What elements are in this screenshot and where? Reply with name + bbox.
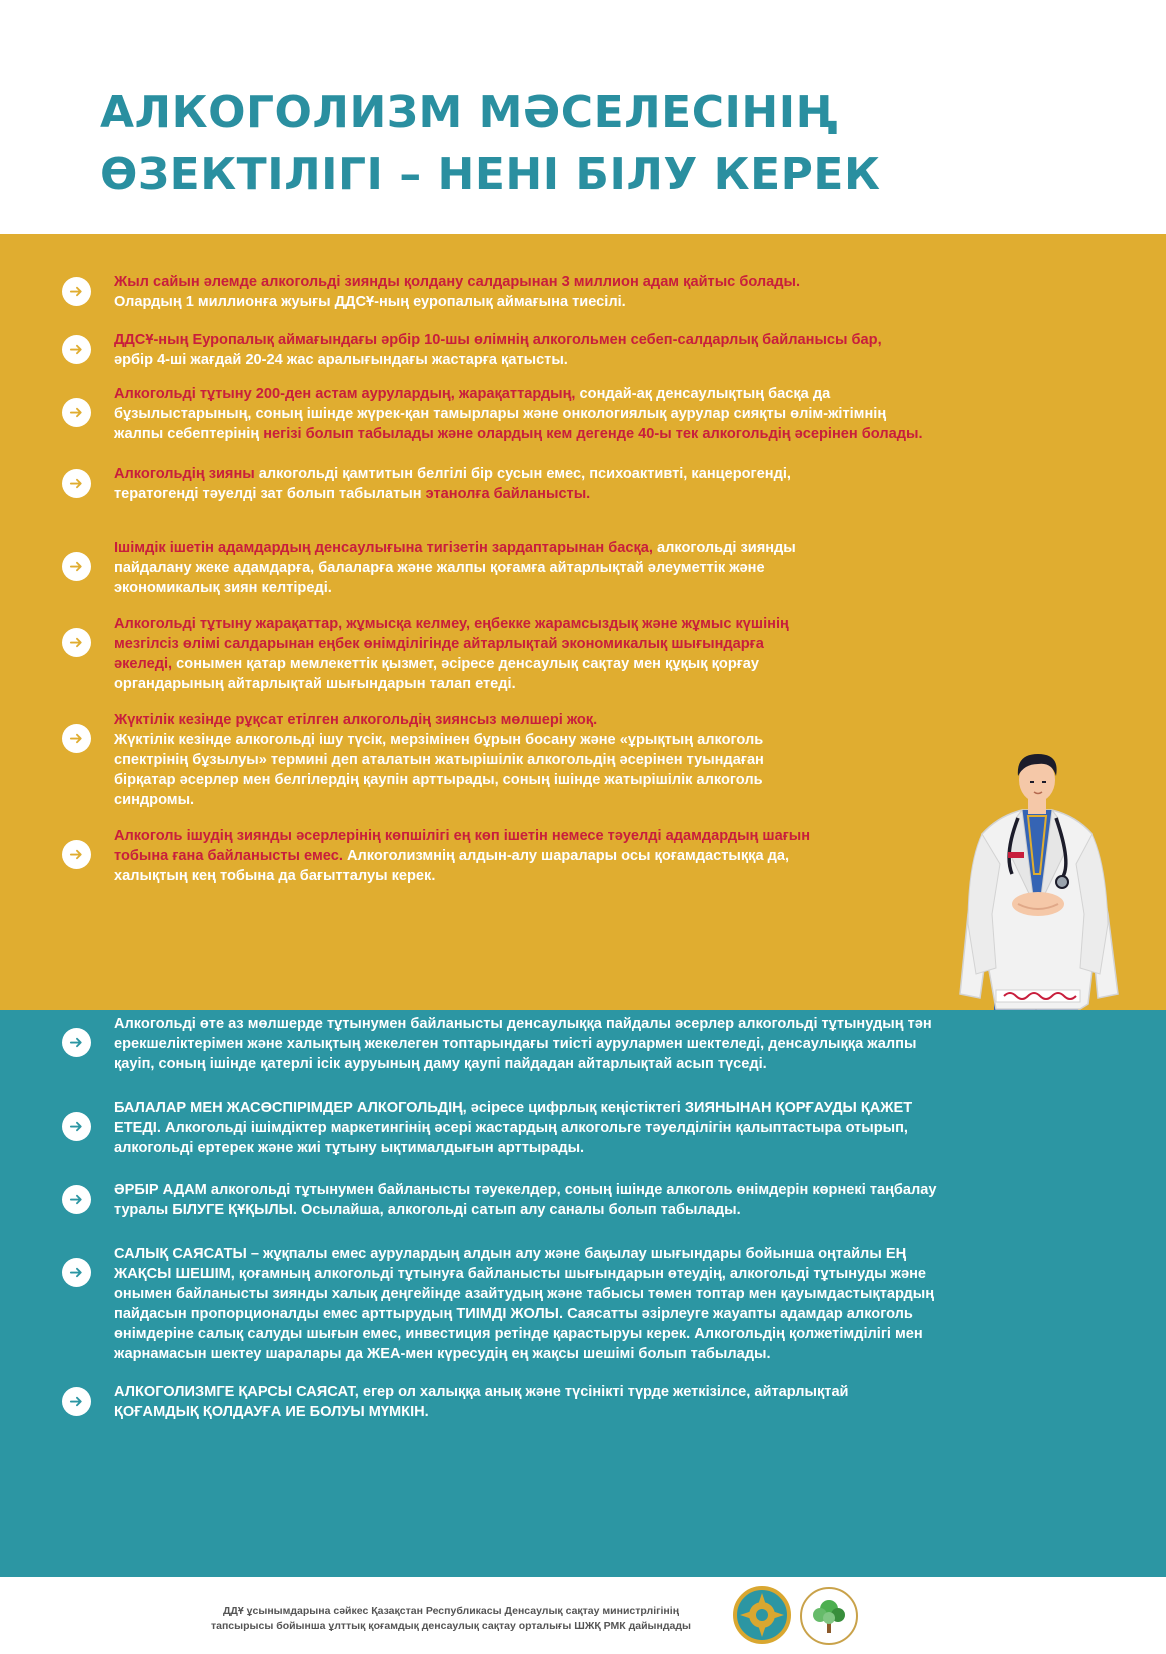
body-text: спектрінің бұзылуы» термині деп аталатын жатырішілік алкогольдің әсерінен туындаған [114,752,764,768]
fact-line [114,578,796,598]
fact-line [114,1382,849,1402]
highlighted-text: әкеледі, [114,656,173,672]
body-text: пайдалану жеке адамдарға, балаларға және жалпы қоғамға айтарлықтай әлеуметтік және [114,560,765,576]
kazakhstan-emblem [733,1585,791,1645]
body-text: экономикалық зиян келтіреді. [114,580,332,596]
highlighted-text: Жыл сайын әлемде алкогольді зиянды қолдану салдарынан 3 миллион адам қайтыс болады. [114,274,801,290]
fact-text [114,1098,912,1158]
facts-section-teal [0,1010,1166,1577]
body-text: Алкогольді өте аз мөлшерде тұтынумен байланысты денсаулыққа пайдалы әсерлер алкогольді тұтынудың тән [114,1016,932,1032]
fact-text [114,1244,934,1364]
facts-section-yellow [0,234,1166,1010]
body-text: бұзылыстарының, соның ішінде жүрек-қан тамырлары және онкологиялық аурулар сияқты өлім-жітімнің [114,406,887,422]
fact-text [114,614,789,694]
fact-line [114,1014,932,1034]
body-text: органдарының айтарлықтай шығындарын талап етеді. [114,676,516,692]
fact-text [114,1014,932,1074]
body-text: жалпы себептерінің [114,426,264,442]
body-text: ерекшеліктерімен және халықтың жекелеген топтарындағы тиісті аурулармен шектеледі, денсаулыққа жалпы [114,1036,917,1052]
fact-text [114,330,882,370]
arrow-right-circle-icon [62,1185,91,1214]
body-text: әрбір 4-ші жағдай 20-24 жас аралығындағы жастарға қатысты. [114,352,568,368]
footer-line-2: тапсырысы бойынша ұлттық қоғамдық денсаулық сақтау орталығы ШЖҚ РМК дайындады [210,1620,692,1632]
fact-text [114,826,810,886]
highlighted-text: Ішімдік ішетін адамдардың денсаулығына тигізетін зардаптарынан басқа, [114,540,653,556]
fact-line [114,464,791,484]
highlighted-text: Алкогольді тұтыну 200-ден астам аурулардың, жарақаттардың, [114,386,576,402]
fact-line [114,1034,932,1054]
body-text: өнімдеріне салық салуды шығын емес, инвестиция ретінде қарастыруы керек. Алкогольдің қолжетімділігі мен [114,1326,923,1342]
body-text: қауіп, соның ішінде қатерлі ісік ауруының даму қаупі пайдадан айтарлықтай асып түседі. [114,1056,767,1072]
title-line-2: ӨЗЕКТІЛІГІ – НЕНІ БІЛУ КЕРЕК [100,149,881,200]
body-text: сонымен қатар мемлекеттік қызмет, әсіресе денсаулық сақтау мен құқық қорғау [172,656,760,672]
body-text: Олардың 1 миллионға жуығы ДДСҰ-ның еуропалық аймағына тиесілі. [114,294,626,310]
fact-line [114,1344,934,1364]
arrow-right-circle-icon [62,398,91,427]
fact-line [114,1304,934,1324]
fact-text [114,710,764,810]
fact-line [114,558,796,578]
fact-line [114,634,789,654]
fact-line [114,1118,912,1138]
body-text: БАЛАЛАР МЕН ЖАСӨСПІРІМДЕР АЛКОГОЛЬДІҢ, әсіресе цифрлық кеңістіктегі ЗИЯНЫНАН ҚОРҒАУДЫ ҚАЖЕТ [114,1100,913,1116]
body-text: халықтың кең тобына да бағытталуы керек. [114,868,436,884]
body-text: алкогольді қамтитын белгілі бір сусын емес, психоактивті, канцерогенді, [254,466,791,482]
footer-line-1: ДДҰ ұсынымдарына сәйкес Қазақстан Республикасы Денсаулық сақтау министрлігінің [222,1605,680,1617]
fact-text [114,464,791,504]
footer [0,1577,1166,1654]
fact-line [114,1054,932,1074]
fact-line [114,1402,849,1422]
fact-line [114,1098,912,1118]
body-text: Жүктілік кезінде алкогольді ішу түсік, мерзімінен бұрын босану және «ұрықтың алкоголь [114,732,764,748]
highlighted-text: мезгілсіз өлімі салдарынан еңбек өнімділігінде айтарлықтай экономикалық шығындарға [114,636,764,652]
arrow-right-circle-icon [62,277,91,306]
fact-line [114,292,800,312]
highlighted-text: Алкогольдің зияны [114,466,255,482]
highlighted-text: ДДСҰ-ның Еуропалық аймағындағы әрбір 10-шы өлімнің алкогольмен себеп-салдарлық байланысы бар, [114,332,882,348]
body-text: САЛЫҚ САЯСАТЫ – жұқпалы емес аурулардың алдын алу және бақылау шығындары бойынша оңтайлы ЕҢ [114,1246,907,1262]
fact-line [114,654,789,674]
fact-line [114,424,923,444]
arrow-right-circle-icon [62,552,91,581]
title-line-1: АЛКОГОЛИЗМ МӘСЕЛЕСІНІҢ [100,87,839,138]
fact-line [114,384,923,404]
highlighted-text: Жүктілік кезінде рұқсат етілген алкогольдің зиянсыз мөлшері жоқ. [114,712,598,728]
arrow-right-circle-icon [62,724,91,753]
tree-logo [798,1585,860,1647]
body-text: ӘРБІР АДАМ алкогольді тұтынумен байланысты тәуекелдер, соның ішінде алкоголь өнімдерін көрнекі таңбалау [114,1182,937,1198]
arrow-right-circle-icon [62,1112,91,1141]
arrow-right-circle-icon [62,1387,91,1416]
fact-line [114,770,764,790]
body-text: туралы БІЛУГЕ ҚҰҚЫЛЫ. Осылайша, алкогольді сатып алу саналы болып табылады. [114,1202,741,1218]
body-text: АЛКОГОЛИЗМГЕ ҚАРСЫ САЯСАТ, егер ол халыққа анық және түсінікті түрде жеткізілсе, айтарлықтай [114,1384,849,1400]
body-text: ҚОҒАМДЫҚ ҚОЛДАУҒА ИЕ БОЛУЫ МҮМКІН. [114,1404,429,1420]
fact-line [114,710,764,730]
arrow-right-circle-icon [62,469,91,498]
fact-line [114,790,764,810]
body-text: алкогольді зиянды [652,540,796,556]
body-text: сондай-ақ денсаулықтың басқа да [575,386,831,402]
highlighted-text: этанолға байланысты. [425,486,591,502]
fact-line [114,484,791,504]
fact-line [114,750,764,770]
arrow-right-circle-icon [62,1028,91,1057]
fact-line [114,272,800,292]
fact-line [114,330,882,350]
body-text: жарнамасын шектеу шаралары да ЖЕА-мен күресудің ең жақсы шешімі болып табылады. [114,1346,771,1362]
arrow-right-circle-icon [62,628,91,657]
highlighted-text: Алкоголь ішудің зиянды әсерлерінің көпшілігі ең көп ішетін немесе тәуелді адамдардың шағын [114,828,811,844]
fact-line [114,1324,934,1344]
fact-line [114,674,789,694]
fact-text [114,272,800,312]
highlighted-text: негізі болып табылады және олардың кем дегенде 40-ы тек алкогольдің әсерінен болады. [263,426,923,442]
body-text: Алкоголизмнің алдын-алу шаралары осы қоғамдастыққа да, [342,848,790,864]
arrow-right-circle-icon [62,840,91,869]
arrow-right-circle-icon [62,1258,91,1287]
fact-line [114,1264,934,1284]
body-text: алкогольді ертерек және жиі тұтыну ықтималдығын арттырады. [114,1140,585,1156]
fact-line [114,846,810,866]
body-text: пайдасын пропорционалды емес арттырудың ТИІМДІ ЖОЛЫ. Саясатты әзірлеуге жауапты адамдар алкоголь [114,1306,913,1322]
fact-line [114,730,764,750]
fact-line [114,350,882,370]
fact-line [114,404,923,424]
fact-line [114,1138,912,1158]
fact-text [114,384,923,444]
fact-line [114,1200,937,1220]
body-text: онымен байланысты зиянды халық деңгейінде азайтудың және табысы төмен топтар мен қауымдастықтардың [114,1286,935,1302]
fact-line [114,1284,934,1304]
fact-line [114,538,796,558]
fact-line [114,614,789,634]
body-text: бірқатар әсерлер мен белгілердің қаупін арттырады, соның ішінде жатырішілік алкоголь [114,772,763,788]
fact-line [114,826,810,846]
body-text: синдромы. [114,792,195,808]
fact-text [114,1382,849,1422]
fact-line [114,866,810,886]
fact-text [114,1180,937,1220]
fact-text [114,538,796,598]
page-title [100,82,1100,206]
body-text: тератогенді тәуелді зат болып табылатын [114,486,426,502]
highlighted-text: тобына ғана байланысты емес. [114,848,343,864]
fact-line [114,1244,934,1264]
arrow-right-circle-icon [62,335,91,364]
highlighted-text: Алкогольді тұтыну жарақаттар, жұмысқа келмеу, еңбекке жарамсыздық және жұмыс күшінің [114,616,789,632]
body-text: ЕТЕДІ. Алкогольді ішімдіктер маркетингінің әсері жастардың алкогольге тәуелділігін қалыптастыра отырып, [114,1120,908,1136]
body-text: ЖАҚСЫ ШЕШІМ, қоғамның алкогольді тұтынуға байланысты шығындарын өтеудің, алкогольді тұтынуды және [114,1266,926,1282]
fact-line [114,1180,937,1200]
footer-text [176,1604,726,1634]
